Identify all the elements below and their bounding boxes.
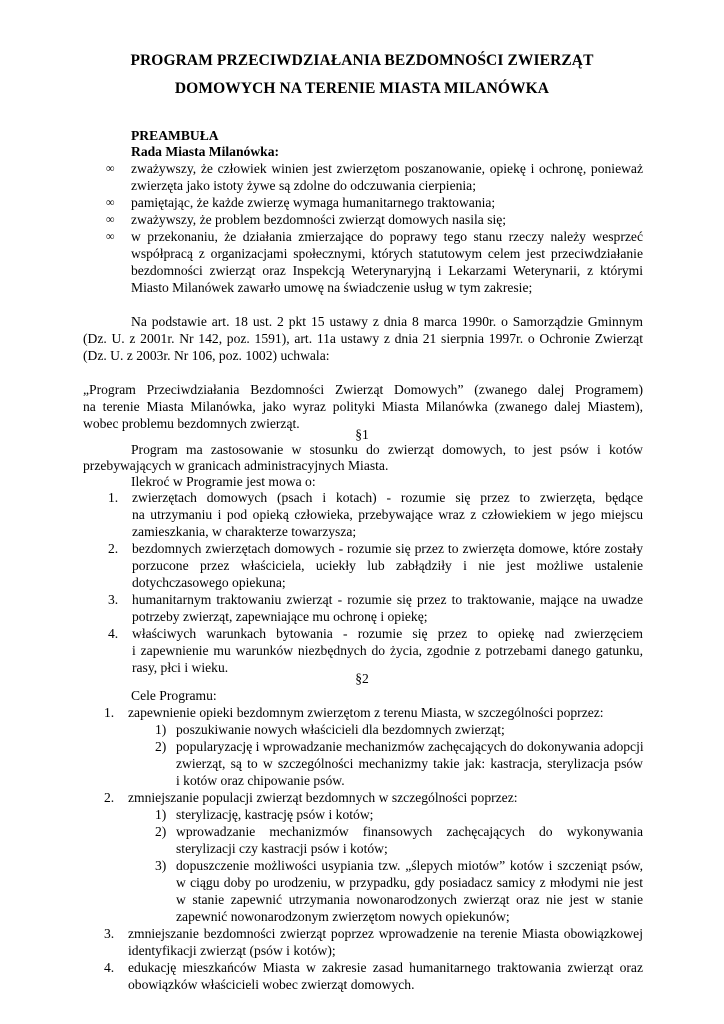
section-2-intro: Cele Programu: <box>131 688 217 703</box>
definition-3-line-1: humanitarnym traktowaniu zwierząt - rozumie się przez to traktowanie, mające na uwadze <box>132 592 643 607</box>
definition-3-line-2: potrzeby zwierząt, zapewniające mu ochronę i opiekę; <box>132 609 428 624</box>
goal-1b-line-3: i kotów oraz chipowanie psów. <box>176 773 345 788</box>
preamble-heading: PREAMBUŁA <box>131 128 219 143</box>
goal-2c-number: 3) <box>155 858 167 873</box>
program-intro-line-2: na terenie Miasta Milanówka, jako wyraz polityki Miasta Milanówka (zwanego dalej Miastem), <box>83 399 643 414</box>
legal-basis-line-3: (Dz. U. z 2003r. Nr 106, poz. 1002) uchwala: <box>83 348 330 363</box>
goal-3-line-2: identyfikacji zwierząt (psów i kotów); <box>128 943 336 958</box>
goal-1b-line-2: zwierząt, są to w szczególności mechanizmy takie jak: kastracja, sterylizacja psów <box>176 756 643 771</box>
goal-2c-line-3: w stanie zapewnić utrzymania nowonarodzonych zwierząt oraz nie jest w stanie <box>176 892 643 907</box>
goal-2c-line-4: zapewnić nowonarodzonym zwierzętom nowych opiekunów; <box>176 909 510 924</box>
goal-2-line-1: zmniejszanie populacji zwierząt bezdomnych w szczególności poprzez: <box>128 790 518 805</box>
goal-4-line-2: obowiązków właścicieli wobec zwierząt domowych. <box>128 977 415 992</box>
section-1-line-2: przebywających w granicach administracyjnych Miasta. <box>83 458 389 473</box>
goal-2c-line-1: dopuszczenie możliwości usypiania tzw. „ślepych miotów” kotów i szczeniąt psów, <box>176 858 643 873</box>
preamble-bullet-4-line-4: Miasto Milanówek zawarło umowę na świadczenie usług w tym zakresie; <box>131 280 533 295</box>
definition-2-line-3: dotychczasowego opiekuna; <box>132 575 286 590</box>
goal-4-line-1: edukację mieszkańców Miasta w zakresie zasad humanitarnego traktowania zwierząt oraz <box>128 960 643 975</box>
document-title-line-2: DOMOWYCH NA TERENIE MIASTA MILANÓWKA <box>174 80 550 97</box>
preamble-bullet-1-line-2: zwierzęta jako istoty żywe są zdolne do odczuwania cierpienia; <box>131 178 476 193</box>
section-1-heading: §1 <box>355 427 369 442</box>
preamble-bullet-4-line-1: w przekonaniu, że działania zmierzające do poprawy tego stanu rzeczy należy wesprzeć <box>131 229 643 244</box>
definition-4-number: 4. <box>108 626 119 641</box>
definition-2-line-1: bezdomnych zwierzętach domowych - rozumie się przez to zwierzęta domowe, które zostały <box>132 541 643 556</box>
legal-basis-line-1: Na podstawie art. 18 ust. 2 pkt 15 ustawy z dnia 8 marca 1990r. o Samorządzie Gminnym <box>131 314 643 329</box>
document-title-line-1: PROGRAM PRZECIWDZIAŁANIA BEZDOMNOŚCI ZWIERZĄT <box>130 52 594 69</box>
goal-3-number: 3. <box>104 926 115 941</box>
goal-1-number: 1. <box>104 705 115 720</box>
goal-1-line-1: zapewnienie opieki bezdomnym zwierzętom z terenu Miasta, w szczególności poprzez: <box>128 705 604 720</box>
goal-4-number: 4. <box>104 960 115 975</box>
goal-3-line-1: zmniejszanie bezdomności zwierząt poprzez wprowadzenie na terenie Miasta obowiązkowej <box>128 926 643 941</box>
goal-2b-line-1: wprowadzanie mechanizmów finansowych zachęcających do wykonywania <box>176 824 643 839</box>
preamble-bullet-3-line-1: zważywszy, że problem bezdomności zwierząt domowych nasila się; <box>131 212 507 227</box>
program-intro-line-3: wobec problemu bezdomnych zwierząt. <box>83 416 300 431</box>
definition-2-line-2: porzucone przez właściciela, uciekły lub zabłądziły i nie jest możliwe ustalenie <box>132 558 643 573</box>
infinity-bullet-icon: ∞ <box>106 229 115 243</box>
section-2-heading: §2 <box>355 671 369 686</box>
definition-2-number: 2. <box>108 541 119 556</box>
definition-1-line-1: zwierzętach domowych (psach i kotach) - rozumie się przez to zwierzęta, będące <box>132 490 643 505</box>
infinity-bullet-icon: ∞ <box>106 212 115 226</box>
goal-1a-number: 1) <box>155 722 167 737</box>
definition-3-number: 3. <box>108 592 119 607</box>
definition-1-number: 1. <box>108 490 119 505</box>
goal-1a-line-1: poszukiwanie nowych właścicieli dla bezdomnych zwierząt; <box>176 722 505 737</box>
goal-2b-line-2: sterylizacji czy kastracji psów i kotów; <box>176 841 388 856</box>
council-heading: Rada Miasta Milanówka: <box>131 144 280 159</box>
infinity-bullet-icon: ∞ <box>106 161 115 175</box>
goal-2c-line-2: w ciągu doby po urodzeniu, w przypadku, gdy posiadacz samicy z młodymi nie jest <box>176 875 643 890</box>
goal-2b-number: 2) <box>155 824 167 839</box>
definition-1-line-3: zamieszkania, w charakterze towarzysza; <box>132 524 357 539</box>
definition-4-line-3: rasy, płci i wieku. <box>132 660 229 675</box>
section-1-line-3: Ilekroć w Programie jest mowa o: <box>131 474 316 489</box>
goal-1b-line-1: popularyzację i wprowadzanie mechanizmów zachęcających do dokonywania adopcji <box>176 739 644 754</box>
preamble-bullet-4-line-3: bezdomności zwierząt oraz Inspekcją Weterynaryjną i Lekarzami Weterynarii, z którymi <box>131 263 643 278</box>
goal-2-number: 2. <box>104 790 115 805</box>
program-intro-line-1: „Program Przeciwdziałania Bezdomności Zwierząt Domowych” (zwanego dalej Programem) <box>83 382 643 397</box>
section-1-line-1: Program ma zastosowanie w stosunku do zwierząt domowych, to jest psów i kotów <box>131 442 643 457</box>
legal-basis-line-2: (Dz. U. z 2001r. Nr 142, poz. 1591), art. 11a ustawy z dnia 21 sierpnia 1997r. o Ochronie Zwierząt <box>83 331 643 346</box>
goal-2a-line-1: sterylizację, kastrację psów i kotów; <box>176 807 374 822</box>
definition-1-line-2: na utrzymaniu i pod opieką człowieka, przebywające wraz z człowiekiem w jego miejscu <box>132 507 643 522</box>
definition-4-line-2: i zapewnienie mu warunków niezbędnych do życia, zgodnie z potrzebami danego gatunku, <box>132 643 643 658</box>
definition-4-line-1: właściwych warunkach bytowania - rozumie się przez to opiekę nad zwierzęciem <box>132 626 643 641</box>
goal-1b-number: 2) <box>155 739 167 754</box>
preamble-bullet-4-line-2: współpracą z organizacjami społecznymi, których statutowym celem jest przeciwdziałanie <box>131 246 643 261</box>
goal-2a-number: 1) <box>155 807 167 822</box>
preamble-bullet-2-line-1: pamiętając, że każde zwierzę wymaga humanitarnego traktowania; <box>131 195 496 210</box>
infinity-bullet-icon: ∞ <box>106 195 115 209</box>
preamble-bullet-1-line-1: zważywszy, że człowiek winien jest zwierzętom poszanowanie, opiekę i ochronę, ponieważ <box>131 161 643 176</box>
